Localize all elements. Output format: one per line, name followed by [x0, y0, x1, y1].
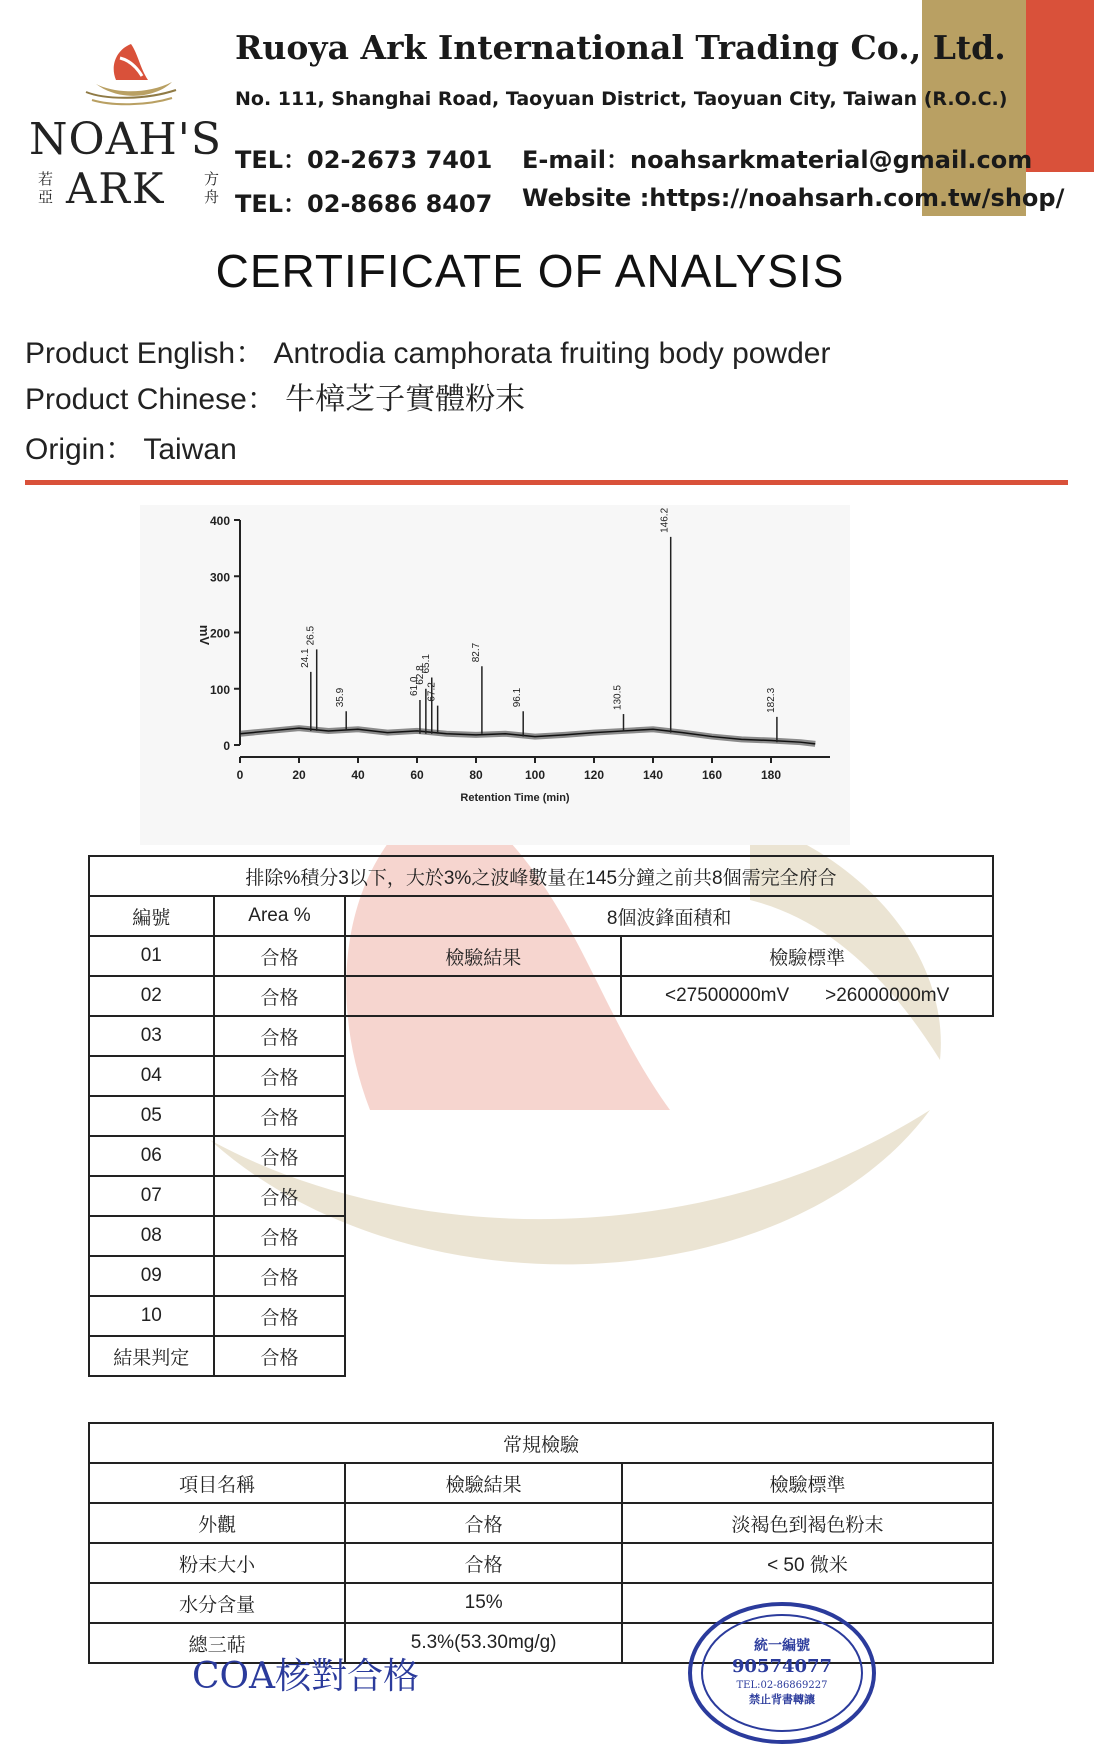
chromatogram-chart: [140, 505, 850, 845]
empty-cell: [345, 1056, 993, 1096]
telephone-1: TEL：02-2673 7401: [235, 146, 493, 174]
routine-standard-cell: 淡褐色到褐色粉末: [622, 1503, 993, 1543]
x-tick-label: 140: [642, 768, 664, 782]
sum-result-cell: [345, 976, 621, 1016]
red-divider: [25, 480, 1068, 485]
table-row: [89, 1543, 993, 1583]
origin-value: Taiwan: [143, 433, 237, 466]
peak-label: 146.2: [659, 507, 671, 533]
table-row: [89, 1016, 993, 1056]
peak-id-cell: 04: [89, 1056, 214, 1096]
table-row: [89, 1296, 993, 1336]
peak-id-cell: 07: [89, 1176, 214, 1216]
empty-cell: [345, 1216, 993, 1256]
routine-result-cell: 合格: [345, 1543, 622, 1583]
product-chinese-label: Product Chinese：: [25, 383, 277, 416]
col-result-header: 檢驗結果: [345, 936, 621, 976]
website-url: Website :https://noahsarh.com.tw/shop/: [522, 184, 1065, 212]
table-row: [89, 1256, 993, 1296]
empty-cell: [345, 1136, 993, 1176]
empty-cell: [345, 1176, 993, 1216]
table-row: [89, 1176, 993, 1216]
peak-area-cell: 合格: [214, 1216, 346, 1256]
x-tick-label: 100: [524, 768, 546, 782]
peak-area-cell: 合格: [214, 976, 346, 1016]
peak-area-cell: 合格: [214, 1176, 346, 1216]
peak-label: 65.1: [420, 654, 432, 674]
product-chinese-line: [25, 374, 525, 418]
product-chinese-value: 牛樟芝子實體粉末: [285, 383, 526, 416]
y-axis-label: mV: [197, 624, 212, 646]
peak-id-cell: 08: [89, 1216, 214, 1256]
peak-area-cell: 合格: [214, 1136, 346, 1176]
table-row: [89, 1136, 993, 1176]
routine-result-cell: 15%: [345, 1583, 622, 1623]
peak-id-cell: 06: [89, 1136, 214, 1176]
peak-label: 67.2: [426, 682, 438, 702]
peak-area-cell: 合格: [214, 1056, 346, 1096]
x-tick-label: 160: [701, 768, 723, 782]
peak-area-cell: 合格: [214, 1256, 346, 1296]
x-tick-label: 80: [469, 768, 483, 782]
peak-area-cell: 合格: [214, 1016, 346, 1056]
product-english-label: Product English：: [25, 337, 266, 370]
product-english-line: [25, 328, 830, 372]
standard-upper-limit: <27500000mV: [665, 985, 790, 1006]
svg-text:禁止背書轉讓: 禁止背書轉讓: [749, 1693, 815, 1706]
routine-item-cell: 外觀: [89, 1503, 345, 1543]
peak-id-cell: 10: [89, 1296, 214, 1336]
svg-text:TEL:02-86869227: TEL:02-86869227: [736, 1680, 828, 1691]
noahs-ark-logo: [28, 40, 222, 215]
table-row: [89, 1216, 993, 1256]
logo-brand-bottom: ARK: [66, 164, 166, 213]
col-sum-header: 8個波鋒面積和: [345, 896, 993, 936]
col-result-header: 檢驗結果: [345, 1463, 622, 1503]
y-tick-label: 0: [223, 739, 230, 753]
peak-area-table: [88, 855, 994, 1377]
y-tick-label: 400: [209, 514, 230, 528]
table-row: [89, 936, 993, 976]
x-tick-label: 40: [351, 768, 365, 782]
empty-cell: [345, 1256, 993, 1296]
empty-cell: [345, 1016, 993, 1056]
col-standard-header: 檢驗標準: [622, 1463, 993, 1503]
routine-item-cell: 總三萜: [89, 1623, 345, 1663]
x-tick-label: 0: [236, 768, 244, 782]
logo-cn-left: 若亞: [38, 170, 54, 206]
peak-label: 182.3: [765, 687, 777, 713]
peak-id-cell: 01: [89, 936, 214, 976]
peak-table-caption: 排除%積分3以下，大於3%之波峰數量在145分鐘之前共8個需完全府合: [89, 856, 993, 896]
x-tick-label: 20: [292, 768, 306, 782]
svg-text:統一編號: 統一編號: [754, 1638, 810, 1654]
peak-id-cell: 09: [89, 1256, 214, 1296]
table-row: [89, 1096, 993, 1136]
peak-area-cell: 合格: [214, 1336, 346, 1376]
table-row: [89, 976, 993, 1016]
product-english-value: Antrodia camphorata fruiting body powder: [273, 337, 831, 370]
routine-standard-cell: < 50 微米: [622, 1543, 993, 1583]
email-address: E-mail：noahsarkmaterial@gmail.com: [522, 146, 1033, 174]
standard-lower-limit: >26000000mV: [825, 985, 950, 1006]
ship-logo-icon: [76, 40, 186, 110]
peak-label: 130.5: [612, 685, 624, 711]
sum-standard-cell: [621, 976, 993, 1016]
routine-result-cell: 5.3%(53.30mg/g): [345, 1623, 622, 1663]
origin-line: [25, 424, 237, 468]
company-address: No. 111, Shanghai Road, Taoyuan District, Taoyuan City, Taiwan (R.O.C.): [235, 88, 1008, 110]
page-title: CERTIFICATE OF ANALYSIS: [215, 245, 845, 297]
handwritten-approval-stamp: COA核對合格: [192, 1656, 420, 1697]
routine-item-cell: 水分含量: [89, 1583, 345, 1623]
peak-area-cell: 合格: [214, 936, 346, 976]
peak-label: 62.8: [414, 665, 426, 685]
peak-label: 96.1: [512, 687, 524, 708]
x-tick-label: 180: [760, 768, 782, 782]
x-axis-label: Retention Time (min): [460, 792, 570, 804]
x-tick-label: 120: [583, 768, 605, 782]
peak-label: 35.9: [335, 687, 347, 708]
empty-cell: [345, 1096, 993, 1136]
company-name: Ruoya Ark International Trading Co., Ltd.: [235, 28, 1006, 67]
col-item-header: 項目名稱: [89, 1463, 345, 1503]
peak-label: 26.5: [305, 625, 317, 646]
routine-item-cell: 粉末大小: [89, 1543, 345, 1583]
y-tick-label: 200: [209, 626, 230, 641]
peak-label: 61.0: [408, 676, 420, 696]
x-tick-label: 60: [410, 768, 424, 782]
routine-table-caption: 常規檢驗: [89, 1423, 993, 1463]
y-tick-label: 300: [209, 570, 230, 585]
peak-id-cell: 結果判定: [89, 1336, 214, 1376]
logo-brand-top: NOAH'S: [29, 114, 222, 165]
col-id-header: 編號: [89, 896, 214, 936]
table-row: [89, 1503, 993, 1543]
col-standard-header: 檢驗標準: [621, 936, 993, 976]
svg-text:90574077: 90574077: [731, 1656, 833, 1677]
peak-id-cell: 03: [89, 1016, 214, 1056]
empty-cell: [345, 1336, 993, 1376]
routine-result-cell: 合格: [345, 1503, 622, 1543]
peak-id-cell: 02: [89, 976, 214, 1016]
table-row: [89, 1336, 993, 1376]
col-area-header: Area %: [214, 896, 346, 936]
y-tick-label: 100: [209, 682, 230, 697]
table-row: [89, 1056, 993, 1096]
logo-cn-right: 方舟: [204, 170, 220, 206]
peak-label: 24.1: [299, 648, 311, 668]
origin-label: Origin：: [25, 433, 136, 466]
empty-cell: [345, 1296, 993, 1336]
company-seal-icon: [686, 1600, 878, 1746]
peak-area-cell: 合格: [214, 1096, 346, 1136]
peak-label: 82.7: [470, 642, 482, 663]
peak-area-cell: 合格: [214, 1296, 346, 1336]
peak-id-cell: 05: [89, 1096, 214, 1136]
telephone-2: TEL：02-8686 8407: [235, 190, 493, 218]
